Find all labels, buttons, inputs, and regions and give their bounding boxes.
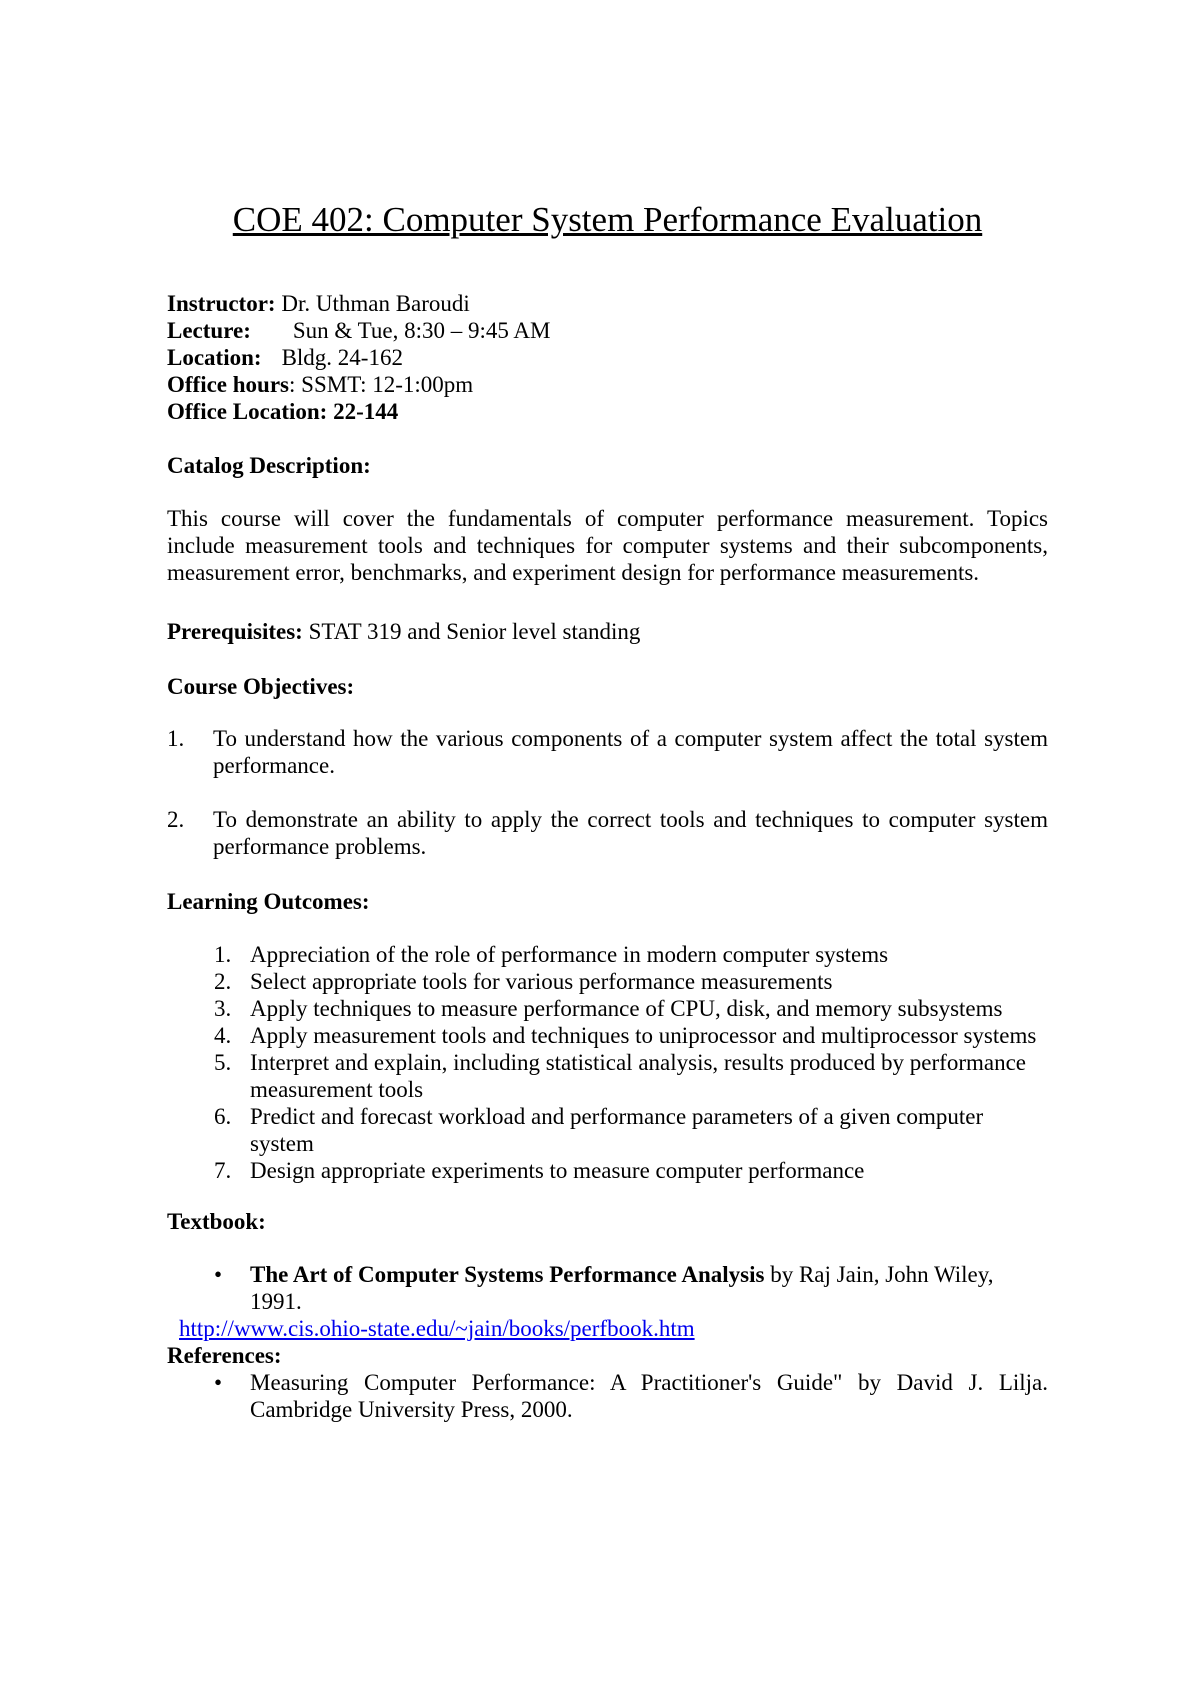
outcome-item — [214, 968, 1048, 995]
outcome-number: 4. — [214, 1023, 232, 1048]
catalog-description-paragraph: This course will cover the fundamentals of computer performance measurement. Topics include measurement tools and techniques for computer systems and their subcomponents, measurement error, benchmarks, and experiment design for performance measurements. — [167, 506, 1048, 585]
objective-text: To understand how the various components of a computer system affect the total system performance. — [213, 726, 1048, 778]
lecture-label: Lecture: — [167, 318, 251, 343]
document-page — [167, 200, 1048, 1423]
bullet-icon: • — [214, 1262, 223, 1287]
textbook-url-link[interactable]: http://www.cis.ohio-state.edu/~jain/books/perfbook.htm — [179, 1316, 695, 1341]
outcome-number: 1. — [214, 942, 232, 967]
outcome-number: 3. — [214, 996, 232, 1021]
prerequisites-line — [167, 618, 1048, 645]
outcome-text: Interpret and explain, including statistical analysis, results produced by performance measurement tools — [250, 1050, 1027, 1102]
textbook-heading: Textbook: — [167, 1209, 266, 1234]
learning-outcomes-heading: Learning Outcomes: — [167, 889, 370, 914]
objective-item — [167, 806, 1048, 860]
outcome-text: Appreciation of the role of performance in modern computer systems — [250, 942, 889, 967]
location-line — [167, 344, 1048, 371]
lecture-line — [167, 317, 1048, 344]
course-info-block — [167, 290, 1048, 425]
objective-text: To demonstrate an ability to apply the correct tools and techniques to computer system performance problems. — [213, 807, 1048, 859]
reference-text: Measuring Computer Performance: A Practitioner's Guide" by David J. Lilja. Cambridge University Press, 2000. — [250, 1370, 1048, 1422]
course-objectives-heading: Course Objectives: — [167, 674, 355, 699]
outcome-number: 6. — [214, 1104, 232, 1129]
instructor-label: Instructor: — [167, 291, 276, 316]
textbook-author: by Raj Jain, John Wiley, 1991. — [250, 1262, 994, 1314]
textbook-list — [167, 1261, 1048, 1315]
outcome-item — [214, 1049, 1048, 1103]
location-value: Bldg. 24-162 — [281, 345, 403, 370]
bullet-icon: • — [214, 1370, 223, 1395]
lecture-value: Sun & Tue, 8:30 – 9:45 AM — [292, 318, 551, 343]
outcome-number: 5. — [214, 1050, 232, 1075]
office-hours-line — [167, 371, 1048, 398]
textbook-text — [250, 1261, 1048, 1315]
page-title: COE 402: Computer System Performance Evaluation — [232, 200, 983, 239]
outcome-item — [214, 1157, 1048, 1184]
outcome-text: Select appropriate tools for various performance measurements — [250, 969, 833, 994]
objective-number: 2. — [167, 807, 185, 832]
prerequisites-label: Prerequisites: — [167, 619, 303, 644]
office-location-line: Office Location: 22-144 — [167, 399, 399, 424]
outcome-item — [214, 1022, 1048, 1049]
objective-item — [167, 725, 1048, 779]
objective-number: 1. — [167, 726, 185, 751]
textbook-url-line — [179, 1315, 1048, 1342]
outcome-number: 7. — [214, 1158, 232, 1183]
location-label: Location: — [167, 345, 262, 370]
textbook-title: The Art of Computer Systems Performance Analysis — [250, 1262, 765, 1287]
outcome-item — [214, 995, 1048, 1022]
references-list — [167, 1369, 1048, 1423]
office-hours-value: : SSMT: 12-1:00pm — [289, 372, 474, 397]
prerequisites-text: STAT 319 and Senior level standing — [302, 619, 641, 644]
outcome-number: 2. — [214, 969, 232, 994]
catalog-description-heading: Catalog Description: — [167, 453, 371, 478]
outcome-text: Predict and forecast workload and performance parameters of a given computer system — [250, 1104, 984, 1156]
instructor-value: Dr. Uthman Baroudi — [275, 291, 470, 316]
outcome-text: Design appropriate experiments to measure computer performance — [250, 1158, 865, 1183]
outcome-item — [214, 941, 1048, 968]
office-hours-label: Office hours — [167, 372, 290, 397]
outcome-item — [214, 1103, 1048, 1157]
outcome-text: Apply measurement tools and techniques to uniprocessor and multiprocessor systems — [250, 1023, 1037, 1048]
learning-outcomes-list — [167, 941, 1048, 1184]
reference-item — [214, 1369, 1048, 1423]
outcome-text: Apply techniques to measure performance of CPU, disk, and memory subsystems — [250, 996, 1003, 1021]
instructor-line — [167, 290, 1048, 317]
references-heading: References: — [167, 1343, 282, 1368]
textbook-item — [214, 1261, 1048, 1315]
